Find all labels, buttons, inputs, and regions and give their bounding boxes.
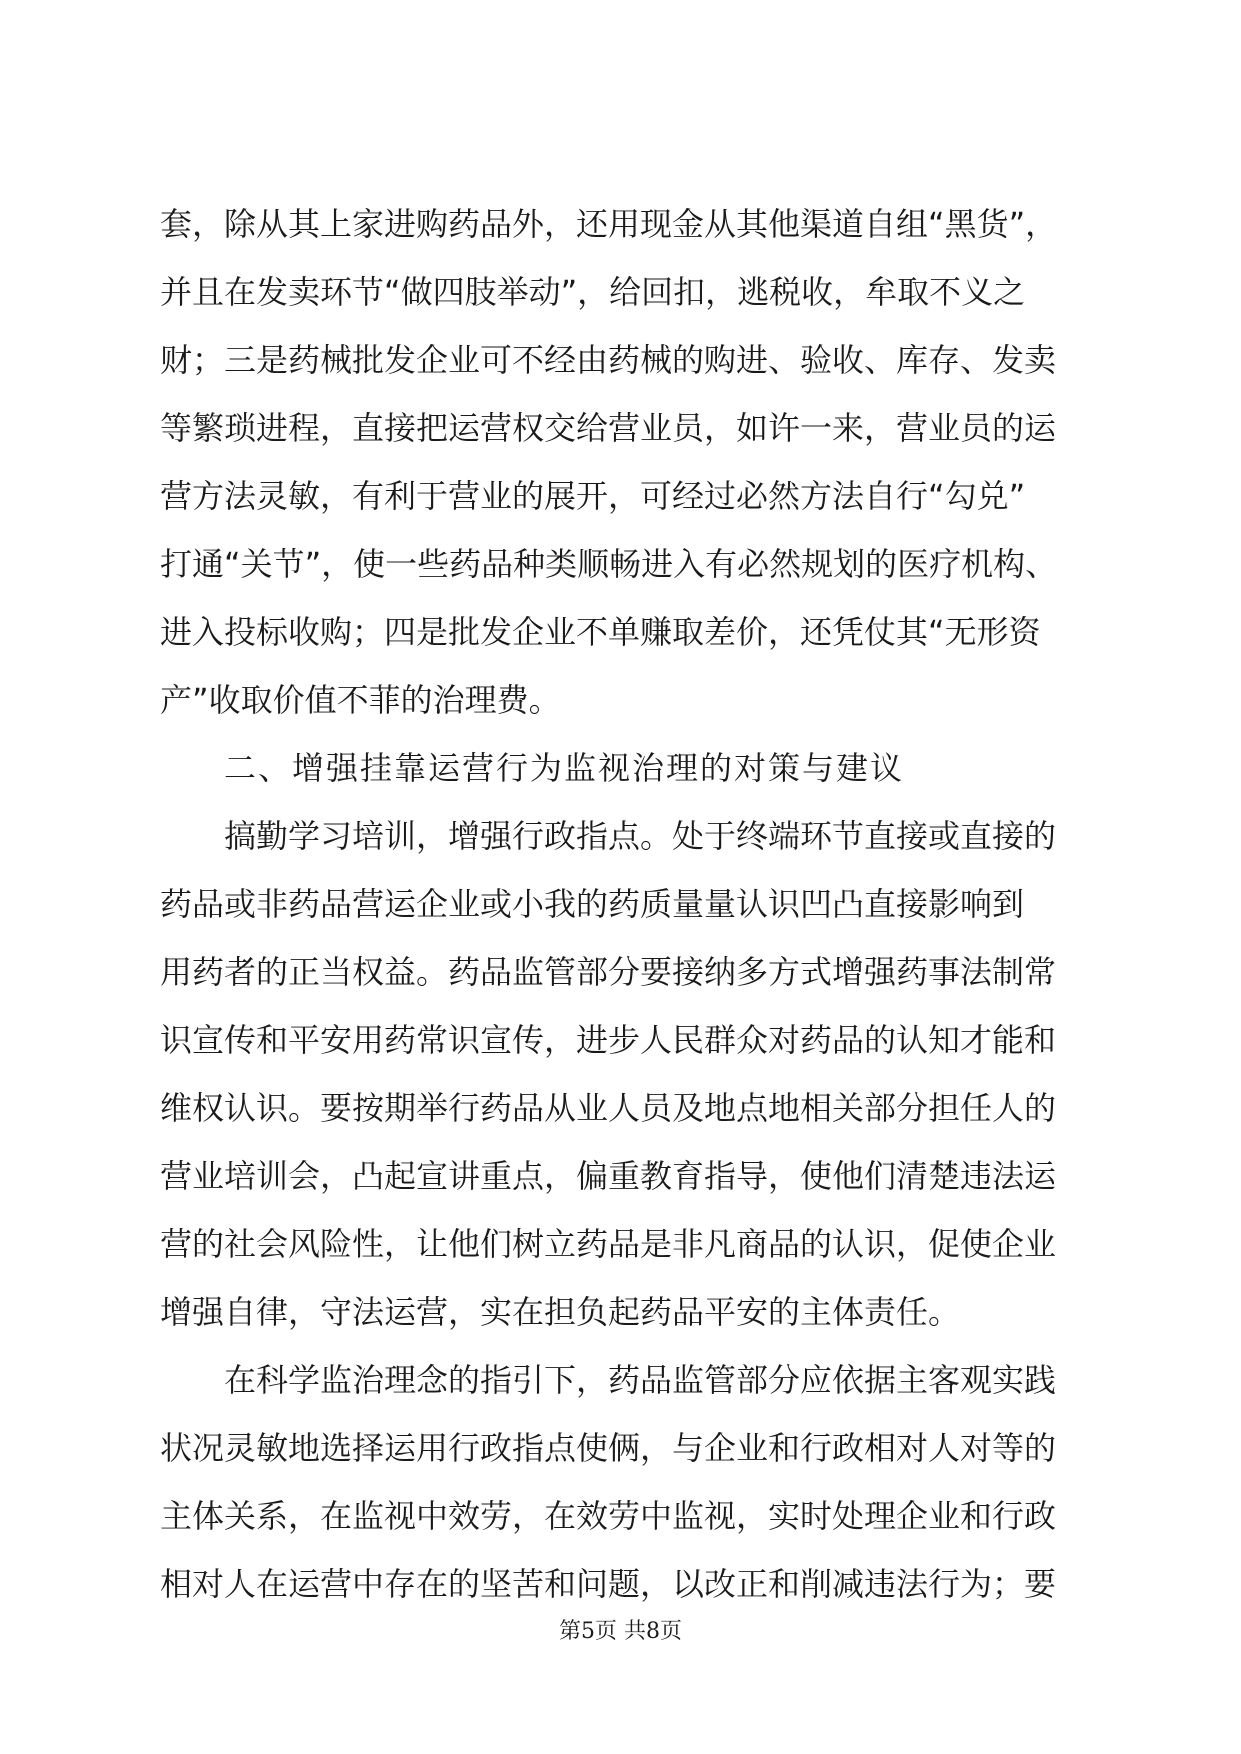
text-line: 增强自律，守法运营，实在担负起药品平安的主体责任。 [160, 1293, 961, 1331]
text-line: 并且在发卖环节“做四肢举动”，给回扣，逃税收，牟取不义之 [160, 273, 1026, 311]
text-line: 营业培训会，凸起宣讲重点，偏重教育指导，使他们清楚违法运 [160, 1157, 1057, 1195]
text-line: 打通“关节”，使一些药品种类顺畅进入有必然规划的医疗机构、 [160, 545, 1058, 583]
document-body [160, 190, 1080, 1618]
section-heading: 二、增强挂靠运营行为监视治理的对策与建议 [224, 749, 905, 787]
text-line: 搞勤学习培训，增强行政指点。处于终端环节直接或直接的 [224, 817, 1057, 855]
page-number: 第5页 共8页 [559, 1619, 682, 1644]
text-line: 相对人在运营中存在的坚苦和问题，以改正和削减违法行为；要 [160, 1565, 1057, 1603]
text-line: 维权认识。要按期举行药品从业人员及地点地相关部分担任人的 [160, 1089, 1057, 1127]
text-line: 进入投标收购；四是批发企业不单赚取差价，还凭仗其“无形资 [160, 613, 1041, 651]
text-line: 套，除从其上家进购药品外，还用现金从其他渠道自组“黑货”， [160, 205, 1058, 243]
text-line: 产”收取价值不菲的治理费。 [160, 681, 561, 719]
page-footer [0, 1617, 1241, 1647]
text-line: 营的社会风险性，让他们树立药品是非凡商品的认识，促使企业 [160, 1225, 1057, 1263]
text-line: 等繁琐进程，直接把运营权交给营业员，如许一来，营业员的运 [160, 409, 1057, 447]
text-line: 财；三是药械批发企业可不经由药械的购进、验收、库存、发卖 [160, 341, 1057, 379]
text-line: 主体关系，在监视中效劳，在效劳中监视，实时处理企业和行政 [160, 1497, 1057, 1535]
text-line: 在科学监治理念的指引下，药品监管部分应依据主客观实践 [224, 1361, 1057, 1399]
text-line: 状况灵敏地选择运用行政指点使俩，与企业和行政相对人对等的 [160, 1429, 1057, 1467]
text-line: 识宣传和平安用药常识宣传，进步人民群众对药品的认知才能和 [160, 1021, 1057, 1059]
text-line: 用药者的正当权益。药品监管部分要接纳多方式增强药事法制常 [160, 953, 1057, 991]
text-line: 营方法灵敏，有利于营业的展开，可经过必然方法自行“勾兑” [160, 477, 1026, 515]
text-line: 药品或非药品营运企业或小我的药质量量认识凹凸直接影响到 [160, 885, 1025, 923]
